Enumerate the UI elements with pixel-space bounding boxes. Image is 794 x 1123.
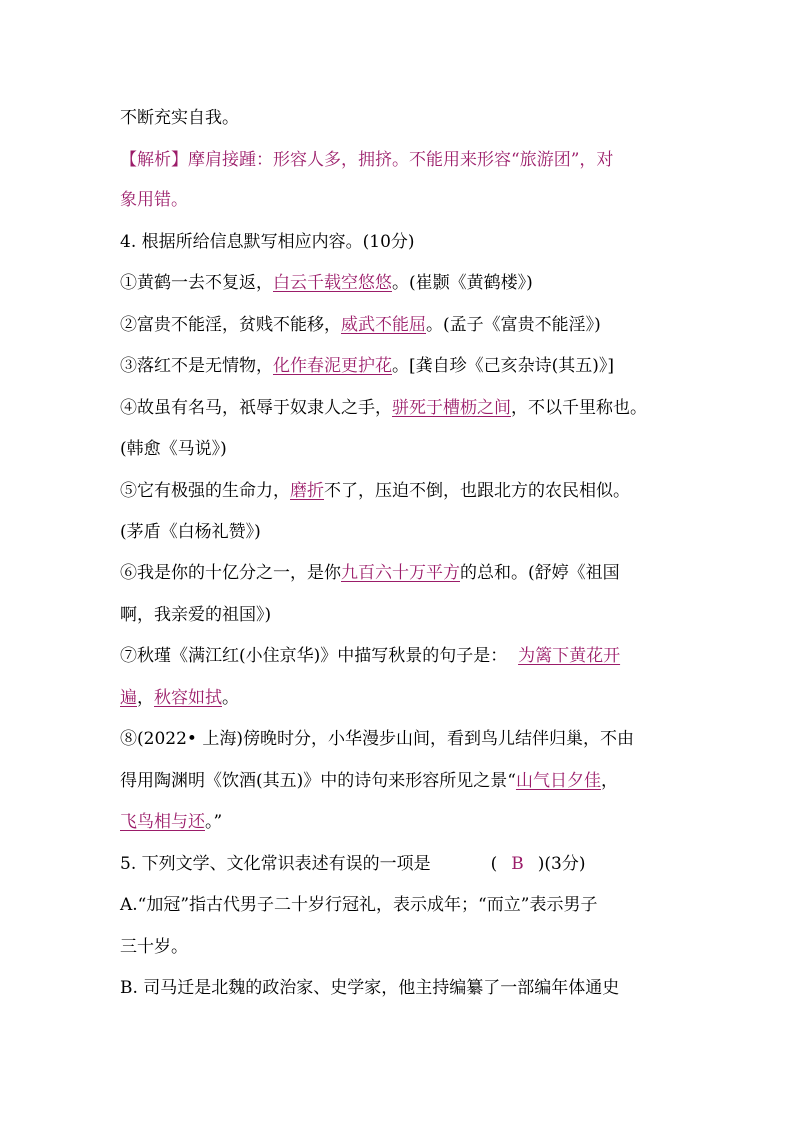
poem-item-4-source: (韩愈《马说》) bbox=[120, 439, 227, 459]
question-4-title: 4. 根据所给信息默写相应内容。(10分) bbox=[120, 232, 415, 252]
answer-text: 为篱下黄花开 bbox=[518, 646, 621, 666]
text-line: 不断充实自我。 bbox=[120, 108, 239, 128]
answer-text: 遍 bbox=[120, 688, 137, 708]
poem-item-6: ⑥我是你的十亿分之一，是你九百六十万平方的总和。(舒婷《祖国 bbox=[120, 563, 620, 583]
analysis-line: 象用错。 bbox=[120, 190, 188, 210]
poem-item-8-cont: 得用陶渊明《饮酒(其五)》中的诗句来形容所见之景“山气日夕佳， bbox=[120, 771, 618, 791]
poem-item-4: ④故虽有名马，祇辱于奴隶人之手，骈死于槽枥之间，不以千里称也。 bbox=[120, 398, 647, 418]
answer-text: 白云千载空悠悠 bbox=[273, 273, 392, 293]
option-a-cont: 三十岁。 bbox=[120, 937, 188, 957]
option-b: B. 司马迁是北魏的政治家、史学家，他主持编纂了一部编年体通史 bbox=[120, 978, 620, 998]
question-5-title: 5. 下列文学、文化常识表述有误的一项是 ( B )(3分) bbox=[120, 854, 586, 874]
poem-item-5: ⑤它有极强的生命力，磨折不了，压迫不倒，也跟北方的农民相似。 bbox=[120, 481, 630, 501]
answer-text: 山气日夕佳 bbox=[515, 771, 601, 791]
answer-letter: B bbox=[511, 854, 524, 874]
analysis-line: 【解析】摩肩接踵：形容人多，拥挤。不能用来形容“旅游团”，对 bbox=[120, 150, 614, 170]
poem-item-5-source: (茅盾《白杨礼赞》) bbox=[120, 522, 261, 542]
poem-item-1: ①黄鹤一去不复返，白云千载空悠悠。(崔颢《黄鹤楼》) bbox=[120, 273, 533, 293]
answer-text: 九百六十万平方 bbox=[341, 563, 460, 583]
answer-text: 化作春泥更护花 bbox=[273, 356, 392, 376]
poem-item-3: ③落红不是无情物，化作春泥更护花。[龚自珍《己亥杂诗(其五)》] bbox=[120, 356, 615, 376]
poem-item-8: ⑧(2022• 上海)傍晚时分，小华漫步山间，看到鸟儿结伴归巢，不由 bbox=[120, 729, 634, 749]
answer-text: 磨折 bbox=[290, 481, 324, 501]
poem-item-7: ⑦秋瑾《满江红(小住京华)》中描写秋景的句子是： 为篱下黄花开 bbox=[120, 646, 621, 666]
poem-item-8-end: 飞鸟相与还。” bbox=[120, 812, 223, 832]
poem-item-2: ②富贵不能淫，贫贱不能移，威武不能屈。(孟子《富贵不能淫》) bbox=[120, 315, 601, 335]
answer-blank: ( B )(3分) bbox=[490, 854, 586, 874]
option-a: A.“加冠”指古代男子二十岁行冠礼，表示成年；“而立”表示男子 bbox=[120, 895, 598, 915]
poem-item-6-source: 啊，我亲爱的祖国》) bbox=[120, 605, 272, 625]
answer-text: 秋容如拭 bbox=[154, 688, 222, 708]
poem-item-7-cont: 遍，秋容如拭。 bbox=[120, 688, 239, 708]
answer-text: 飞鸟相与还 bbox=[120, 812, 205, 832]
answer-text: 威武不能屈 bbox=[341, 315, 426, 335]
answer-text: 骈死于槽枥之间 bbox=[392, 398, 511, 418]
